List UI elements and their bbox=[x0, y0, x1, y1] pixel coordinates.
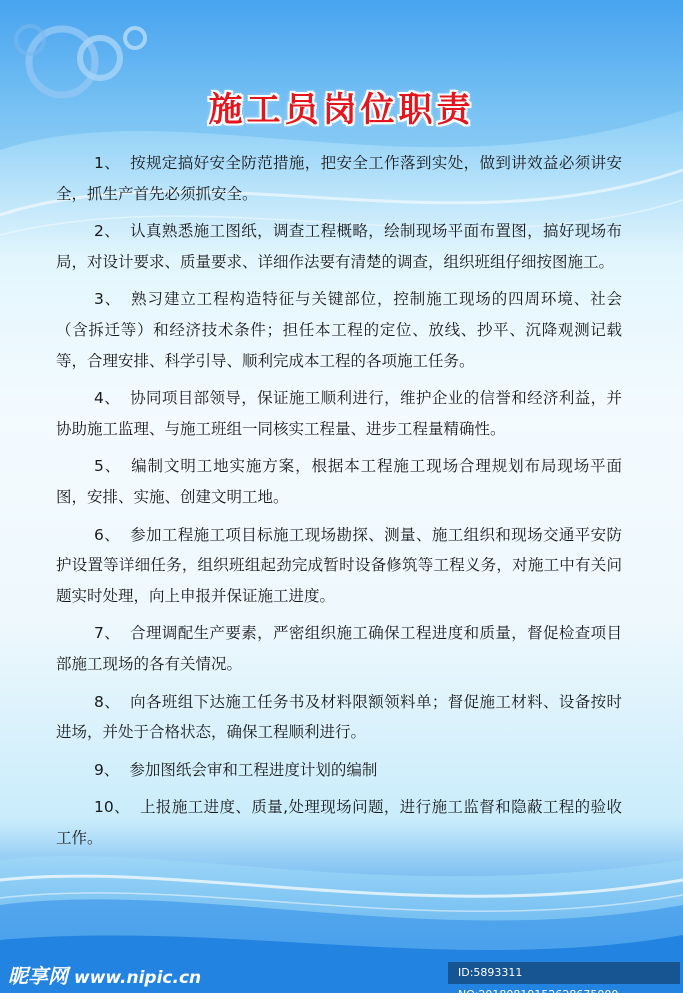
watermark-logo bbox=[8, 960, 201, 989]
item-number: 1、 bbox=[94, 154, 121, 172]
item-text: 向各班组下达施工任务书及材料限额领料单；督促施工材料、设备按时进场，并处于合格状态，确保工程顺利进行。 bbox=[56, 692, 622, 742]
watermark-url: www.nipic.cn bbox=[74, 968, 202, 988]
item-number: 10、 bbox=[94, 798, 131, 817]
item-number: 7、 bbox=[94, 624, 121, 643]
item-text: 合理调配生产要素，严密组织施工确保工程进度和质量，督促检查项目部施工现场的各有关情况。 bbox=[56, 624, 622, 673]
list-item bbox=[56, 451, 622, 512]
item-text: 编制文明工地实施方案，根据本工程施工现场合理规划布局现场平面图，安排、实施、创建文明工地。 bbox=[56, 457, 622, 506]
item-text: 上报施工进度、质量,处理现场问题，进行施工监督和隐蔽工程的验收工作。 bbox=[56, 798, 622, 847]
item-number: 5、 bbox=[94, 457, 122, 476]
list-item bbox=[56, 520, 622, 612]
list-item bbox=[56, 755, 622, 786]
list-item bbox=[56, 216, 622, 277]
item-number: 6、 bbox=[94, 525, 121, 544]
list-item bbox=[56, 383, 622, 444]
list-item bbox=[56, 687, 622, 748]
watermark-id: ID:5893311 NO:20180819152628675000 bbox=[448, 962, 680, 984]
item-text: 认真熟悉施工图纸，调查工程概略，绘制现场平面布置图，搞好现场布局，对设计要求、质量要求、详细作法要有清楚的调查，组织班组仔细按图施工。 bbox=[56, 222, 622, 271]
item-text: 熟习建立工程构造特征与关键部位，控制施工现场的四周环境、社会（含拆迁等）和经济技术条件；担任本工程的定位、放线、抄平、沉降观测记载等，合理安排、科学引导、顺利完成本工程的各项施工任务。 bbox=[56, 290, 622, 370]
item-number: 8、 bbox=[94, 692, 121, 711]
watermark-logo-text: 昵享网 bbox=[8, 964, 68, 988]
list-item bbox=[56, 148, 622, 209]
item-number: 2、 bbox=[94, 222, 121, 241]
list-item bbox=[56, 792, 622, 853]
list-item bbox=[56, 284, 622, 376]
item-text: 参加工程施工项目标施工现场勘探、测量、施工组织和现场交通平安防护设置等详细任务，组织班组起劲完成暂时设备修筑等工程义务，对施工中有关问题实时处理，向上申报并保证施工进度。 bbox=[56, 525, 622, 605]
item-number: 4、 bbox=[94, 389, 121, 408]
item-text: 协同项目部领导，保证施工顺利进行，维护企业的信誉和经济利益，并协助施工监理、与施工班组一同核实工程量、进步工程量精确性。 bbox=[56, 389, 622, 438]
item-text: 参加图纸会审和工程进度计划的编制 bbox=[129, 760, 378, 779]
page-title: 施工员岗位职责 bbox=[208, 90, 475, 130]
item-text: 按规定搞好安全防范措施，把安全工作落到实处，做到讲效益必须讲安全，抓生产首先必须抓安全。 bbox=[56, 154, 622, 203]
item-number: 3、 bbox=[94, 290, 122, 309]
item-number: 9、 bbox=[94, 760, 120, 779]
list-item bbox=[56, 618, 622, 679]
duty-list bbox=[56, 148, 622, 860]
